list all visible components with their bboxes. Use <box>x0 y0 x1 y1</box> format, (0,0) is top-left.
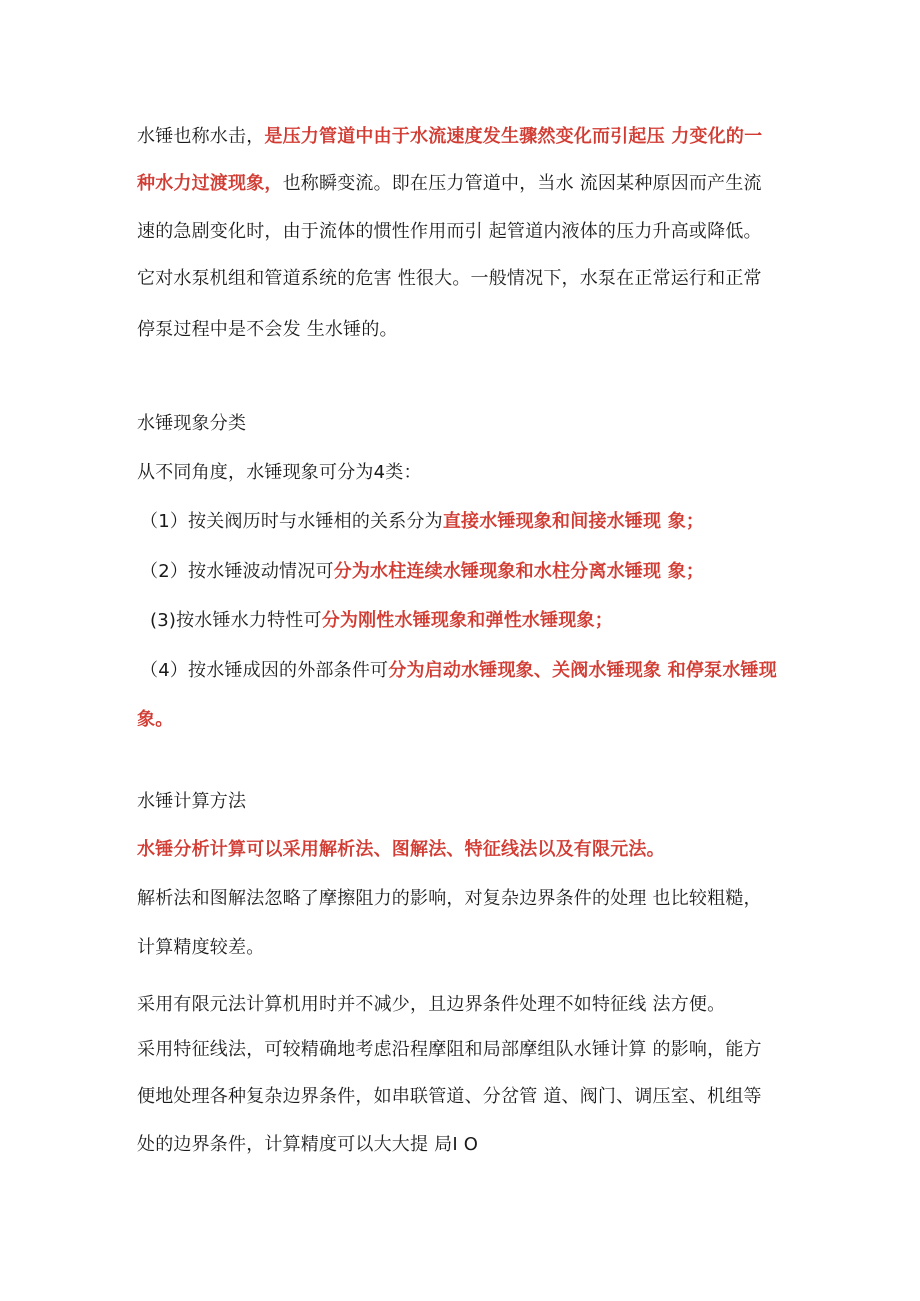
calc-p3-line-3: 处的边界条件，计算精度可以大大提 局I O <box>137 1134 479 1155</box>
intro-line-5: 停泵过程中是不会发 生水锤的。 <box>137 319 398 340</box>
intro-text: 水锤也称水击， <box>137 126 265 147</box>
intro-highlight: 是压力管道中由于水流速度发生骤然变化而引起压 力变化的一 <box>264 126 763 147</box>
calc-p1-line-1: 解析法和图解法忽略了摩擦阻力的影响，对复杂边界条件的处理 也比较粗糙， <box>137 888 762 909</box>
calculation-heading: 水锤计算方法 <box>137 791 247 812</box>
classification-item-4 <box>140 659 777 683</box>
classification-lead: 从不同角度，水锤现象可分为4类： <box>137 462 422 483</box>
calc-p1-line-2: 计算精度较差。 <box>137 937 265 958</box>
classification-item-2 <box>140 560 704 584</box>
item-text: （2）按水锤波动情况可 <box>140 561 334 582</box>
intro-line-4: 它对水泵机组和管道系统的危害 性很大。一般情况下，水泵在正常运行和正常 <box>137 268 762 289</box>
intro-line-3: 速的急剧变化时，由于流体的惯性作用而引 起管道内液体的压力升高或降低。 <box>137 221 762 242</box>
intro-highlight: 种水力过渡现象， <box>137 173 283 194</box>
calc-p3-line-2: 便地处理各种复杂边界条件，如串联管道、分岔管 道、阀门、调压室、机组等 <box>137 1086 762 1107</box>
intro-line-2 <box>137 172 762 196</box>
calc-p3-line-1: 采用特征线法，可较精确地考虑沿程摩阻和局部摩组队水锤计算 的影响，能方 <box>137 1039 762 1060</box>
item-text: （1）按关阀历时与水锤相的关系分为 <box>140 511 443 532</box>
classification-heading: 水锤现象分类 <box>137 413 247 434</box>
intro-text: 也称瞬变流。即在压力管道中，当水 流因某种原因而产生流 <box>282 173 762 194</box>
item-highlight: 分为水柱连续水锤现象和水柱分离水锤现 象； <box>333 561 705 582</box>
classification-item-3 <box>150 609 613 633</box>
intro-line-1 <box>137 125 762 149</box>
classification-item-4-cont: 象。 <box>137 709 174 730</box>
item-highlight: 直接水锤现象和间接水锤现 象； <box>442 511 705 532</box>
item-highlight: 分为启动水锤现象、关阀水锤现象 和停泵水锤现 <box>388 660 777 681</box>
classification-item-1 <box>140 510 704 534</box>
calc-p2: 采用有限元法计算机用时并不减少，且边界条件处理不如特征线 法方便。 <box>137 994 726 1015</box>
item-highlight: 分为刚性水锤现象和弹性水锤现象； <box>321 610 613 631</box>
item-text: (3)按水锤水力特性可 <box>150 610 322 631</box>
item-text: （4）按水锤成因的外部条件可 <box>140 660 389 681</box>
calculation-summary: 水锤分析计算可以采用解析法、图解法、特征线法以及有限元法。 <box>137 839 665 860</box>
